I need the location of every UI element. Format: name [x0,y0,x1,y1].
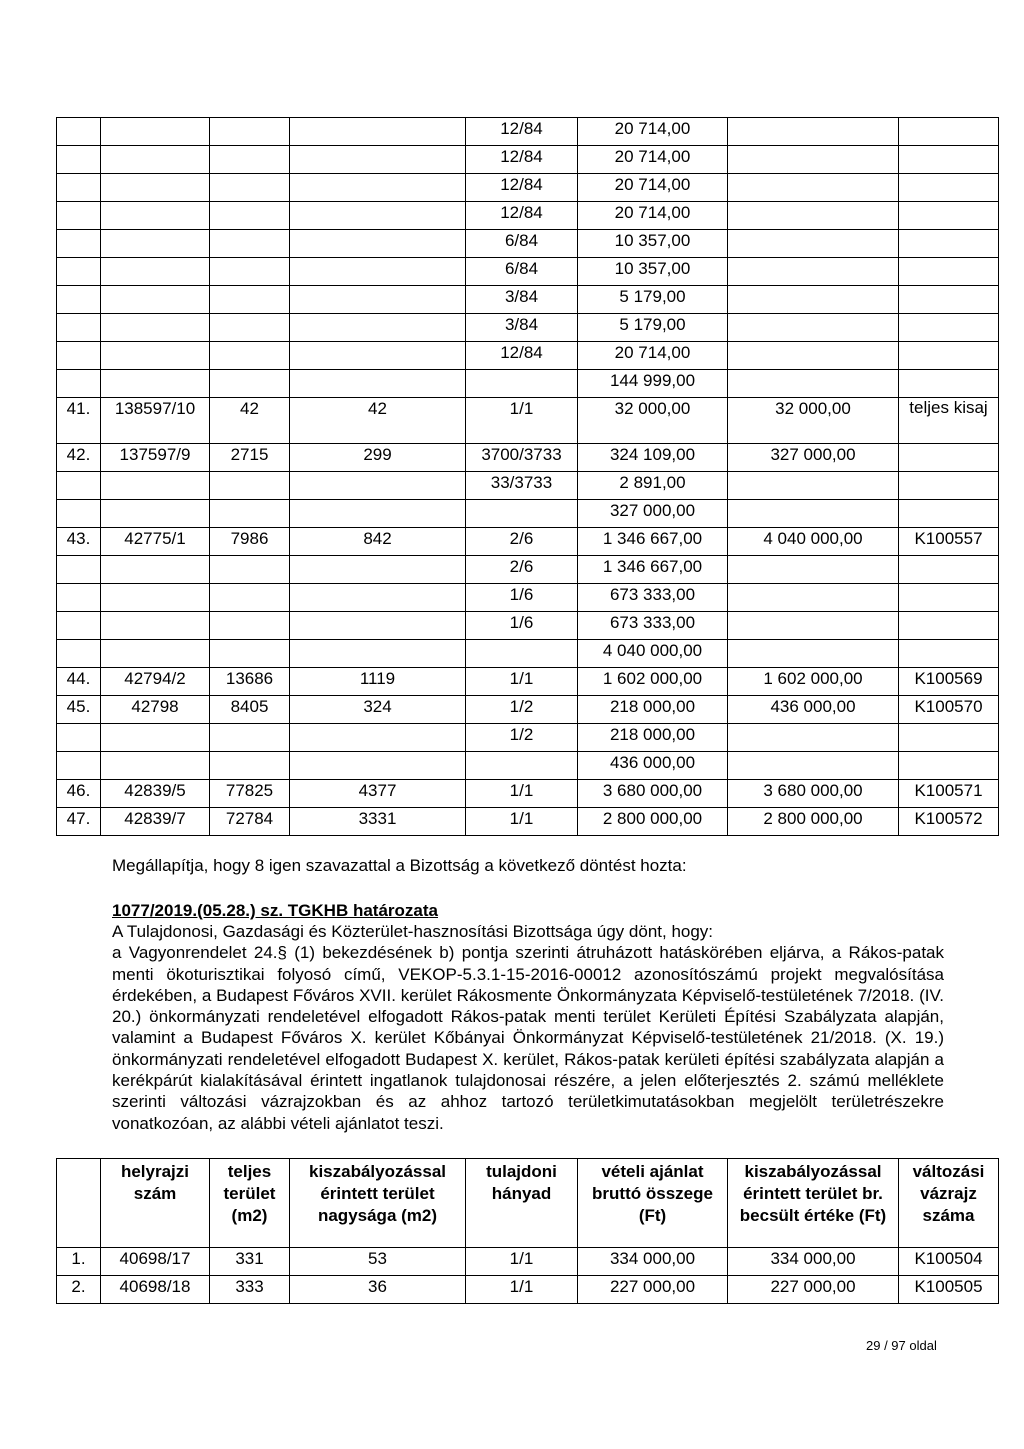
table-cell [210,724,290,752]
table-cell: 137597/9 [101,444,210,472]
table-cell: 3700/3733 [466,444,578,472]
table-cell: 1/1 [466,808,578,836]
table-cell: 436 000,00 [578,752,728,780]
table-cell [57,500,101,528]
table-cell: 33/3733 [466,472,578,500]
table-cell [210,584,290,612]
table-cell: K100571 [899,780,999,808]
table-cell [728,258,899,286]
table-cell: 1/2 [466,696,578,724]
table-cell [728,146,899,174]
table-row [57,286,999,314]
table-cell: 12/84 [466,146,578,174]
table-cell [57,286,101,314]
table-cell [899,472,999,500]
table-row [57,314,999,342]
table-cell [899,724,999,752]
table-cell [899,314,999,342]
table-cell [899,556,999,584]
table-cell [210,556,290,584]
table-cell: 1 602 000,00 [578,668,728,696]
decision-intro: A Tulajdonosi, Gazdasági és Közterület-hasznosítási Bizottsága úgy dönt, hogy: [112,922,714,941]
table-cell: 3/84 [466,286,578,314]
table-cell: 47. [57,808,101,836]
table-cell [290,202,466,230]
table-cell: 1 346 667,00 [578,528,728,556]
table-row [57,342,999,370]
table-cell [728,118,899,146]
table-cell: 1 346 667,00 [578,556,728,584]
table-cell: 1/1 [466,398,578,444]
table-cell [290,472,466,500]
table-cell [899,202,999,230]
table-row [57,146,999,174]
table-cell [728,202,899,230]
table-cell [728,500,899,528]
table-cell: 327 000,00 [728,444,899,472]
table-cell [466,752,578,780]
table-cell [290,612,466,640]
table-cell: 20 714,00 [578,146,728,174]
header-cell: tulajdoni hányad [466,1159,578,1248]
table-cell: 331 [210,1248,290,1276]
table-row [57,1276,999,1304]
table-cell [728,230,899,258]
header-cell [57,1159,101,1248]
table-cell: 218 000,00 [578,724,728,752]
table-cell [210,472,290,500]
table-cell [101,202,210,230]
table-cell: 3 680 000,00 [578,780,728,808]
table-row [57,556,999,584]
table-cell: 77825 [210,780,290,808]
table-cell [290,146,466,174]
table-cell: 3 680 000,00 [728,780,899,808]
table-cell: 5 179,00 [578,286,728,314]
table-cell: 42 [290,398,466,444]
table-cell [728,584,899,612]
table-cell: teljes kisaj [899,398,999,444]
table-cell: K100572 [899,808,999,836]
vote-statement: Megállapítja, hogy 8 igen szavazattal a Bizottság a következő döntést hozta: [112,856,687,875]
table-cell [210,500,290,528]
table-cell: 2 891,00 [578,472,728,500]
table-cell: 20 714,00 [578,174,728,202]
table-cell: 138597/10 [101,398,210,444]
table-cell: 3/84 [466,314,578,342]
table-cell [57,640,101,668]
table-cell [899,230,999,258]
table-cell [290,724,466,752]
table-cell: K100570 [899,696,999,724]
table-row [57,584,999,612]
table-cell: 218 000,00 [578,696,728,724]
table-cell: 7986 [210,528,290,556]
table-cell: 1/6 [466,584,578,612]
table-row [57,230,999,258]
property-table-body [57,118,999,836]
table-cell: 1/1 [466,1248,578,1276]
table-cell [466,370,578,398]
table-cell [290,230,466,258]
table-cell: K100505 [899,1276,999,1304]
table-cell: 2. [57,1276,101,1304]
table-cell: 4 040 000,00 [728,528,899,556]
table-cell: 42798 [101,696,210,724]
table-cell [728,370,899,398]
table-cell: 8405 [210,696,290,724]
table-cell: 327 000,00 [578,500,728,528]
table-cell [290,500,466,528]
table-row [57,258,999,286]
table-cell [290,118,466,146]
table-cell: K100569 [899,668,999,696]
table-cell [728,286,899,314]
table-row [57,444,999,472]
table-cell [101,500,210,528]
table-row [57,370,999,398]
table-cell [899,146,999,174]
table-cell [210,612,290,640]
table-cell [101,314,210,342]
table-cell [290,174,466,202]
table-cell [210,118,290,146]
table-cell: 5 179,00 [578,314,728,342]
header-cell: helyrajzi szám [101,1159,210,1248]
table-cell: 20 714,00 [578,342,728,370]
table-cell [57,230,101,258]
table-cell: 2 800 000,00 [578,808,728,836]
table-cell [101,612,210,640]
table-row [57,640,999,668]
header-cell: kiszabályozással érintett terület br. becsült értéke (Ft) [728,1159,899,1248]
table-cell: 42. [57,444,101,472]
table-cell [57,724,101,752]
table-cell: 6/84 [466,230,578,258]
table-cell [899,640,999,668]
table-cell: 1/1 [466,668,578,696]
table-cell: 1/1 [466,780,578,808]
table-cell [210,342,290,370]
table-cell [290,752,466,780]
table-cell [899,370,999,398]
table-cell [101,584,210,612]
table-cell: 40698/18 [101,1276,210,1304]
table-cell [57,314,101,342]
table-cell [210,286,290,314]
table-cell [290,556,466,584]
table-cell [899,444,999,472]
table-cell [728,342,899,370]
table-row [57,202,999,230]
table-cell [210,146,290,174]
offer-table [56,1158,999,1304]
table-cell [101,286,210,314]
table-cell [466,500,578,528]
header-cell: kiszabályozással érintett terület nagysága (m2) [290,1159,466,1248]
table-cell: 1/6 [466,612,578,640]
table-cell [57,612,101,640]
table-cell: 2/6 [466,556,578,584]
table-cell: 41. [57,398,101,444]
table-cell: 12/84 [466,174,578,202]
table-cell [899,258,999,286]
table-cell: 2 800 000,00 [728,808,899,836]
table-cell [290,584,466,612]
table-cell: 46. [57,780,101,808]
table-cell [101,342,210,370]
table-cell [899,342,999,370]
table-row [57,118,999,146]
table-cell: 12/84 [466,202,578,230]
table-cell: 72784 [210,808,290,836]
table-cell [899,286,999,314]
table-cell: 227 000,00 [728,1276,899,1304]
table-cell [101,752,210,780]
table-row [57,724,999,752]
table-cell: 144 999,00 [578,370,728,398]
table-row [57,668,999,696]
table-row [57,500,999,528]
table-cell [57,584,101,612]
table-cell [101,174,210,202]
table-cell [728,640,899,668]
table-cell: K100504 [899,1248,999,1276]
table-cell [57,752,101,780]
table-cell: 42775/1 [101,528,210,556]
table-cell: K100557 [899,528,999,556]
table-cell: 20 714,00 [578,202,728,230]
table-row [57,1248,999,1276]
table-cell [728,174,899,202]
table-cell [101,370,210,398]
table-cell: 32 000,00 [578,398,728,444]
table-cell: 2/6 [466,528,578,556]
table-cell: 842 [290,528,466,556]
table-row [57,398,999,444]
table-cell [101,556,210,584]
table-cell [210,230,290,258]
table-row [57,696,999,724]
table-cell [101,724,210,752]
table-cell [101,472,210,500]
table-cell [210,174,290,202]
table-cell [101,118,210,146]
table-cell [728,556,899,584]
table-cell: 53 [290,1248,466,1276]
table-cell: 1/2 [466,724,578,752]
table-cell [728,612,899,640]
table-cell: 334 000,00 [578,1248,728,1276]
table-cell: 324 [290,696,466,724]
table-cell: 40698/17 [101,1248,210,1276]
table-cell [210,258,290,286]
table-cell: 10 357,00 [578,258,728,286]
table-cell: 10 357,00 [578,230,728,258]
table-cell: 1/1 [466,1276,578,1304]
table-cell: 42839/7 [101,808,210,836]
table-cell [728,314,899,342]
table-cell [57,472,101,500]
table-cell: 42 [210,398,290,444]
table-cell: 4377 [290,780,466,808]
table-cell [101,640,210,668]
table-cell [728,724,899,752]
table-cell [290,370,466,398]
table-cell [290,640,466,668]
table-cell: 44. [57,668,101,696]
table-row [57,780,999,808]
property-table [56,117,999,836]
table-cell [899,174,999,202]
decision-body [112,921,944,1134]
table-cell: 1. [57,1248,101,1276]
table-cell [101,146,210,174]
table-cell [57,258,101,286]
table-cell: 334 000,00 [728,1248,899,1276]
table-cell: 36 [290,1276,466,1304]
table-cell [57,342,101,370]
table-cell: 333 [210,1276,290,1304]
table-cell [728,472,899,500]
table-row [57,472,999,500]
page-number: 29 / 97 oldal [866,1338,937,1353]
table-cell [210,314,290,342]
table-cell [57,174,101,202]
table-cell [290,342,466,370]
table-cell [899,612,999,640]
table-cell: 12/84 [466,118,578,146]
decision-title: 1077/2019.(05.28.) sz. TGKHB határozata [112,901,438,920]
header-cell: vételi ajánlat bruttó összege (Ft) [578,1159,728,1248]
decision-text: a Vagyonrendelet 24.§ (1) bekezdésének b) pontja szerinti átruházott hatáskörében eljárva, a Rákos-patak menti ökoturisztikai folyosó című, VEKOP-5.3.1-15-2016-00012 azonosítószámú projekt megvalósítása érdekében, a Budapest Főváros XVII. kerület Rákosmente Önkormányzata Képviselő-testületének 7/2018. (IV. 20.) önkormányzati rendeletével elfogadott Rákos-patak menti terület Kerületi Építési Szabályzata alapján, valamint a Budapest Főváros X. kerület Kőbányai Önkormányzat Képviselő-testületének 21/2018. (X. 19.) önkormányzati rendeletével elfogadott Budapest X. kerület, Rákos-patak kerületi építési szabályzata alapján a kerékpárút kialakításával érintett ingatlanok tulajdonosai részére, a jelen előterjesztés 2. számú melléklete szerinti változási vázrajzokban és az ahhoz tartozó területkimutatásokban megjelölt területrészekre vonatkozóan, az alábbi vételi ajánlatot teszi. [112,943,944,1133]
table-cell: 2715 [210,444,290,472]
table-cell: 1119 [290,668,466,696]
table-cell: 42839/5 [101,780,210,808]
table-cell [290,314,466,342]
offer-table-header-row [57,1159,999,1248]
table-cell: 3331 [290,808,466,836]
table-cell [101,258,210,286]
table-cell: 43. [57,528,101,556]
table-row [57,752,999,780]
table-cell [899,118,999,146]
table-cell [466,640,578,668]
table-row [57,174,999,202]
table-cell [899,500,999,528]
table-cell [210,202,290,230]
table-cell: 12/84 [466,342,578,370]
table-cell: 42794/2 [101,668,210,696]
table-cell [101,230,210,258]
table-cell [210,640,290,668]
table-cell [210,752,290,780]
table-cell [57,118,101,146]
table-cell: 45. [57,696,101,724]
table-cell: 6/84 [466,258,578,286]
table-cell: 673 333,00 [578,612,728,640]
table-row [57,528,999,556]
table-cell: 227 000,00 [578,1276,728,1304]
table-cell: 13686 [210,668,290,696]
offer-table-body [57,1248,999,1304]
table-cell: 436 000,00 [728,696,899,724]
table-cell [290,258,466,286]
table-cell: 673 333,00 [578,584,728,612]
table-cell [899,752,999,780]
table-cell: 324 109,00 [578,444,728,472]
table-cell: 20 714,00 [578,118,728,146]
table-row [57,808,999,836]
table-cell [290,286,466,314]
table-cell [57,146,101,174]
table-cell [57,370,101,398]
table-cell: 299 [290,444,466,472]
table-row [57,612,999,640]
table-cell [728,752,899,780]
table-cell: 1 602 000,00 [728,668,899,696]
header-cell: változási vázrajz száma [899,1159,999,1248]
table-cell [899,584,999,612]
header-cell: teljes terület (m2) [210,1159,290,1248]
table-cell: 4 040 000,00 [578,640,728,668]
table-cell [210,370,290,398]
table-cell [57,202,101,230]
table-cell [57,556,101,584]
table-cell: 32 000,00 [728,398,899,444]
